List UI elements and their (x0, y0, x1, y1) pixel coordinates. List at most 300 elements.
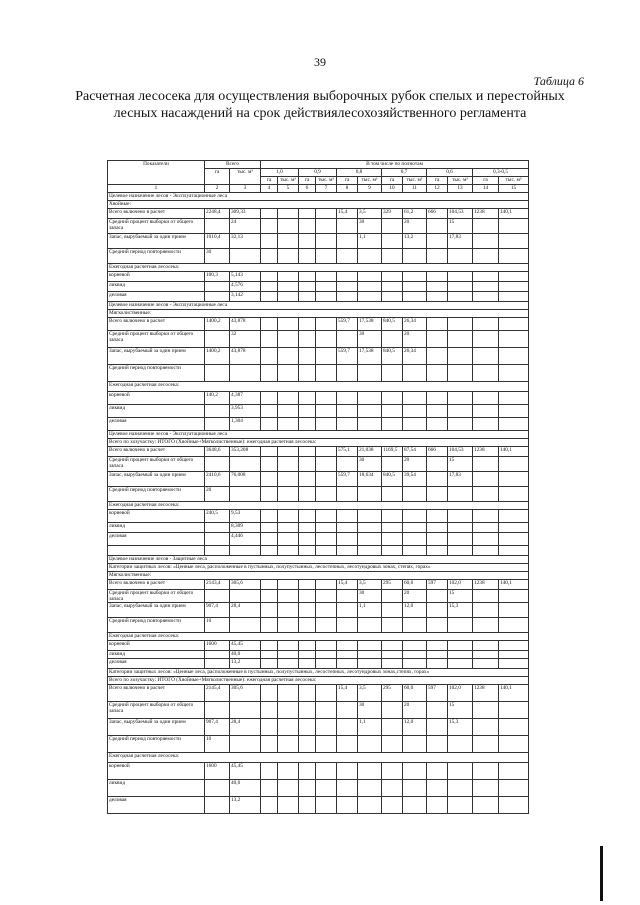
table-row (108, 282, 529, 292)
table-cell: 597 (427, 685, 448, 702)
table-cell (299, 641, 316, 651)
table-cell (316, 780, 337, 797)
table-cell (205, 780, 230, 797)
header-total: Всего (205, 161, 261, 169)
table-cell (316, 209, 337, 219)
row-label: Запас, вырубаемый за один прием (108, 472, 205, 487)
table-cell (337, 219, 358, 234)
header-density: 0,6 (427, 169, 473, 177)
column-number: 14 (473, 185, 499, 193)
header-by-density: В том числе по полнотам (261, 161, 529, 169)
table-row (108, 272, 529, 282)
table-cell (448, 487, 473, 502)
table-cell (278, 719, 299, 736)
table-cell (278, 641, 299, 651)
table-cell (382, 510, 403, 523)
table-cell (261, 405, 278, 418)
table-cell (299, 365, 316, 382)
table-cell: 666 (427, 209, 448, 219)
header-unit: га (382, 177, 403, 185)
table-cell: 60,0 (403, 685, 427, 702)
table-cell (448, 780, 473, 797)
table-cell: 20 (403, 702, 427, 719)
table-cell (499, 457, 529, 472)
table-cell (316, 641, 337, 651)
table-row (108, 418, 529, 431)
table-cell: 559,7 (337, 318, 358, 331)
table-cell (499, 651, 529, 659)
table-cell (278, 282, 299, 292)
table-cell (299, 472, 316, 487)
table-cell (230, 487, 261, 502)
table-cell (382, 702, 403, 719)
table-cell (358, 249, 382, 264)
table-cell (261, 780, 278, 797)
table-cell: 15,3 (448, 719, 473, 736)
table-cell (403, 618, 427, 633)
table-cell (473, 763, 499, 780)
scan-edge-mark (600, 846, 603, 901)
table-cell (299, 405, 316, 418)
row-label: Средний период повторяемости (108, 618, 205, 633)
table-cell (499, 797, 529, 814)
table-cell (299, 392, 316, 405)
table-cell (473, 641, 499, 651)
table-cell (427, 405, 448, 418)
row-label: корневой (108, 763, 205, 780)
table-cell (448, 418, 473, 431)
table-cell: 13,2 (403, 234, 427, 249)
table-cell (427, 318, 448, 331)
table-cell (499, 318, 529, 331)
table-cell (358, 272, 382, 282)
table-cell (299, 685, 316, 702)
table-cell (427, 651, 448, 659)
document-title: Расчетная лесосека для осуществления выборочных рубок спелых и перестойных лесных насаждений на срок действиялесохозяйственного регламента (75, 89, 565, 121)
header-density: 0,3-0,5 (473, 169, 529, 177)
table-cell (337, 641, 358, 651)
column-number: 5 (278, 185, 299, 193)
table-cell (205, 331, 230, 348)
table-cell (261, 702, 278, 719)
table-cell (358, 282, 382, 292)
table-row (108, 580, 529, 590)
table-cell: 40,0 (230, 780, 261, 797)
table-cell (278, 365, 299, 382)
header-indicators: Показатели (108, 161, 205, 185)
table-cell (299, 659, 316, 669)
row-label: Средний процент выборки от общего запаса (108, 331, 205, 348)
table-row (108, 302, 529, 310)
table-cell (205, 651, 230, 659)
table-cell (448, 405, 473, 418)
table-cell (299, 447, 316, 457)
table-cell (337, 331, 358, 348)
table-cell (278, 510, 299, 523)
table-cell (427, 719, 448, 736)
table-cell: 87,54 (403, 447, 427, 457)
table-cell (358, 763, 382, 780)
table-cell (403, 392, 427, 405)
table-cell (427, 331, 448, 348)
table-cell (403, 272, 427, 282)
table-cell (299, 457, 316, 472)
table-row (108, 753, 529, 763)
table-cell: 3648,6 (205, 447, 230, 457)
table-cell (473, 405, 499, 418)
table-cell (382, 763, 403, 780)
table-cell (316, 405, 337, 418)
table-cell (337, 418, 358, 431)
table-cell (205, 797, 230, 814)
table-cell (473, 510, 499, 523)
table-cell (427, 603, 448, 618)
table-cell (316, 487, 337, 502)
column-number: 7 (316, 185, 337, 193)
table-cell: 1600 (205, 641, 230, 651)
table-row (108, 201, 529, 209)
table-cell (316, 719, 337, 736)
table-cell: 21,038 (358, 447, 382, 457)
table-cell: 3,5 (358, 209, 382, 219)
table-cell: 15 (448, 457, 473, 472)
table-cell (316, 702, 337, 719)
table-cell (337, 392, 358, 405)
row-label: деловая (108, 292, 205, 302)
table-cell (299, 318, 316, 331)
section-heading: Ежегодная расчетная лесосека: (108, 264, 529, 272)
row-label: корневой (108, 510, 205, 523)
table-cell: 4,576 (230, 282, 261, 292)
table-cell: 840,5 (382, 348, 403, 365)
table-cell (473, 487, 499, 502)
table-cell (278, 603, 299, 618)
table-cell: 20 (403, 219, 427, 234)
table-cell (316, 318, 337, 331)
column-number: 11 (403, 185, 427, 193)
table-cell: 28,4 (230, 603, 261, 618)
table-cell: 39,54 (403, 472, 427, 487)
table-row (108, 702, 529, 719)
table-cell (337, 365, 358, 382)
table-cell (358, 510, 382, 523)
table-cell (261, 659, 278, 669)
table-cell (316, 392, 337, 405)
section-heading: Ежегодная расчетная лесосека: (108, 502, 529, 510)
table-cell (473, 780, 499, 797)
table-cell: 3,5 (358, 580, 382, 590)
table-cell (403, 249, 427, 264)
table-row (108, 523, 529, 533)
table-cell (382, 292, 403, 302)
table-row (108, 193, 529, 201)
table-cell (473, 272, 499, 282)
table-cell: 76,008 (230, 472, 261, 487)
table-cell (403, 510, 427, 523)
row-label: корневой (108, 272, 205, 282)
table-cell (403, 533, 427, 546)
table-cell (299, 546, 316, 556)
table-row (108, 618, 529, 633)
table-cell (261, 392, 278, 405)
table-cell (448, 763, 473, 780)
table-cell (278, 418, 299, 431)
table-cell (316, 533, 337, 546)
table-cell (261, 641, 278, 651)
table-cell (473, 331, 499, 348)
table-cell: 32 (230, 331, 261, 348)
table-row (108, 510, 529, 523)
section-heading: Всего по хозучастку: ИТОГО (Хвойные+Мягколиственные): ежегодная расчетная лесосека: (108, 677, 529, 685)
table-cell (316, 618, 337, 633)
section-heading: Ежегодная расчетная лесосека: (108, 382, 529, 392)
table-row (108, 487, 529, 502)
table-cell (337, 603, 358, 618)
row-label: Средний процент выборки от общего запаса (108, 702, 205, 719)
table-cell (473, 797, 499, 814)
table-cell (278, 447, 299, 457)
table-cell (473, 719, 499, 736)
header-total-ha: га (205, 169, 230, 185)
table-cell: 43,878 (230, 318, 261, 331)
table-row (108, 677, 529, 685)
table-cell (299, 763, 316, 780)
table-cell (230, 365, 261, 382)
table-cell (299, 418, 316, 431)
table-cell: 4,387 (230, 392, 261, 405)
table-cell (299, 331, 316, 348)
table-cell (337, 487, 358, 502)
table-cell (316, 447, 337, 457)
table-cell (448, 348, 473, 365)
table-cell (448, 523, 473, 533)
section-heading: Целевое назначение лесов - Защитные леса (108, 556, 529, 564)
row-label: Средний процент выборки от общего запаса (108, 590, 205, 603)
table-cell: 26,34 (403, 318, 427, 331)
table-cell: 309,33 (230, 209, 261, 219)
table-row (108, 502, 529, 510)
table-cell (382, 780, 403, 797)
table-cell: 559,7 (337, 348, 358, 365)
header-unit: тыс. м³ (448, 177, 473, 185)
table-cell (230, 249, 261, 264)
table-cell (358, 392, 382, 405)
table-cell (499, 659, 529, 669)
table-cell (337, 797, 358, 814)
table-cell (473, 219, 499, 234)
table-cell (382, 603, 403, 618)
header-unit: га (427, 177, 448, 185)
table-cell (427, 702, 448, 719)
table-cell (427, 546, 448, 556)
table-cell (473, 457, 499, 472)
table-cell (427, 736, 448, 753)
table-cell (499, 249, 529, 264)
table-cell (403, 365, 427, 382)
table-cell (278, 272, 299, 282)
table-cell (261, 234, 278, 249)
table-cell (382, 272, 403, 282)
table-cell (382, 618, 403, 633)
table-cell (230, 702, 261, 719)
table-cell (261, 487, 278, 502)
column-number: 1 (108, 185, 205, 193)
table-cell: 140,2 (205, 392, 230, 405)
header-unit: тыс. м³ (403, 177, 427, 185)
table-cell (230, 618, 261, 633)
table-cell (337, 702, 358, 719)
table-cell (427, 348, 448, 365)
row-label: Всего включено в расчет (108, 685, 205, 702)
table-cell (382, 797, 403, 814)
table-cell (403, 651, 427, 659)
table-cell (261, 249, 278, 264)
table-cell (261, 331, 278, 348)
table-row (108, 533, 529, 546)
header-unit: тыс. м³ (358, 177, 382, 185)
table-cell (261, 318, 278, 331)
table-row (108, 439, 529, 447)
table-cell: 61,2 (403, 209, 427, 219)
header-density: 0,8 (337, 169, 382, 177)
table-cell (316, 523, 337, 533)
table-cell: 30 (358, 331, 382, 348)
table-cell: 1,1 (358, 603, 382, 618)
table-cell: 10 (205, 618, 230, 633)
table-cell: 15 (448, 219, 473, 234)
table-cell: 30 (358, 590, 382, 603)
table-cell (278, 318, 299, 331)
row-label: Средний период повторяемости (108, 487, 205, 502)
table-cell: 104,53 (448, 209, 473, 219)
table-cell (403, 487, 427, 502)
table-cell (382, 365, 403, 382)
table-row (108, 633, 529, 641)
table-cell (382, 457, 403, 472)
table-cell (316, 219, 337, 234)
table-row (108, 365, 529, 382)
table-cell: 15,3 (448, 603, 473, 618)
table-cell (358, 405, 382, 418)
row-label: деловая (108, 533, 205, 546)
table-cell: 1238 (473, 580, 499, 590)
table-row (108, 603, 529, 618)
table-cell (337, 533, 358, 546)
table-cell: 17,83 (448, 472, 473, 487)
table-cell (427, 510, 448, 523)
row-label: Средний период повторяемости (108, 249, 205, 264)
table-cell: 60,0 (403, 580, 427, 590)
table-cell: 30 (358, 457, 382, 472)
table-row (108, 651, 529, 659)
row-label: Средний процент выборки от общего запаса (108, 457, 205, 472)
table-cell (261, 719, 278, 736)
table-cell (337, 763, 358, 780)
table-cell (278, 659, 299, 669)
table-cell (427, 763, 448, 780)
table-cell (261, 590, 278, 603)
table-cell (278, 780, 299, 797)
table-cell (403, 282, 427, 292)
table-cell: 17,83 (448, 234, 473, 249)
column-number: 15 (499, 185, 529, 193)
table-cell (358, 533, 382, 546)
table-cell: 5,143 (230, 272, 261, 282)
table-cell (473, 472, 499, 487)
table-cell (448, 292, 473, 302)
table-cell: 1,1 (358, 719, 382, 736)
header-unit: тыс. м³ (499, 177, 529, 185)
table-cell (316, 348, 337, 365)
table-cell: 13,2 (230, 797, 261, 814)
table-cell (473, 736, 499, 753)
table-cell (358, 659, 382, 669)
section-heading: Целевое назначение лесов - Эксплуатационные леса (108, 302, 529, 310)
table-cell (316, 510, 337, 523)
row-label: Средний период повторяемости (108, 365, 205, 382)
table-cell: 30 (358, 702, 382, 719)
header-density: 1,0 (261, 169, 299, 177)
row-label: Средний период повторяемости (108, 736, 205, 753)
table-cell (473, 702, 499, 719)
table-cell (499, 533, 529, 546)
table-cell (448, 651, 473, 659)
table-cell: 840,5 (382, 472, 403, 487)
table-cell (316, 457, 337, 472)
table-cell (448, 365, 473, 382)
table-cell: 597 (427, 580, 448, 590)
table-cell (299, 209, 316, 219)
table-cell (337, 234, 358, 249)
table-cell (278, 533, 299, 546)
table-cell (316, 472, 337, 487)
table-cell (358, 736, 382, 753)
table-cell (261, 219, 278, 234)
row-label: ликвид (108, 405, 205, 418)
table-cell (205, 418, 230, 431)
table-cell (261, 523, 278, 533)
table-cell (403, 405, 427, 418)
table-cell (499, 736, 529, 753)
table-cell: 1238 (473, 685, 499, 702)
table-row (108, 447, 529, 457)
table-cell (427, 418, 448, 431)
table-cell (382, 234, 403, 249)
table-cell (337, 292, 358, 302)
table-cell (261, 510, 278, 523)
table-cell: 907,4 (205, 719, 230, 736)
page-number: 39 (314, 55, 326, 69)
table-cell (499, 272, 529, 282)
table-cell (261, 418, 278, 431)
row-label: ликвид (108, 651, 205, 659)
table-cell: 295 (382, 685, 403, 702)
table-cell (230, 457, 261, 472)
table-cell (358, 651, 382, 659)
table-cell (382, 546, 403, 556)
table-cell (473, 523, 499, 533)
table-cell: 1238 (473, 447, 499, 457)
table-cell (473, 365, 499, 382)
table-cell: 43,878 (230, 348, 261, 365)
table-cell (337, 523, 358, 533)
table-cell (499, 546, 529, 556)
table-cell (299, 272, 316, 282)
table-cell: 1010,4 (205, 234, 230, 249)
table-cell: 4,446 (230, 533, 261, 546)
table-cell (299, 590, 316, 603)
table-cell: 8,309 (230, 523, 261, 533)
